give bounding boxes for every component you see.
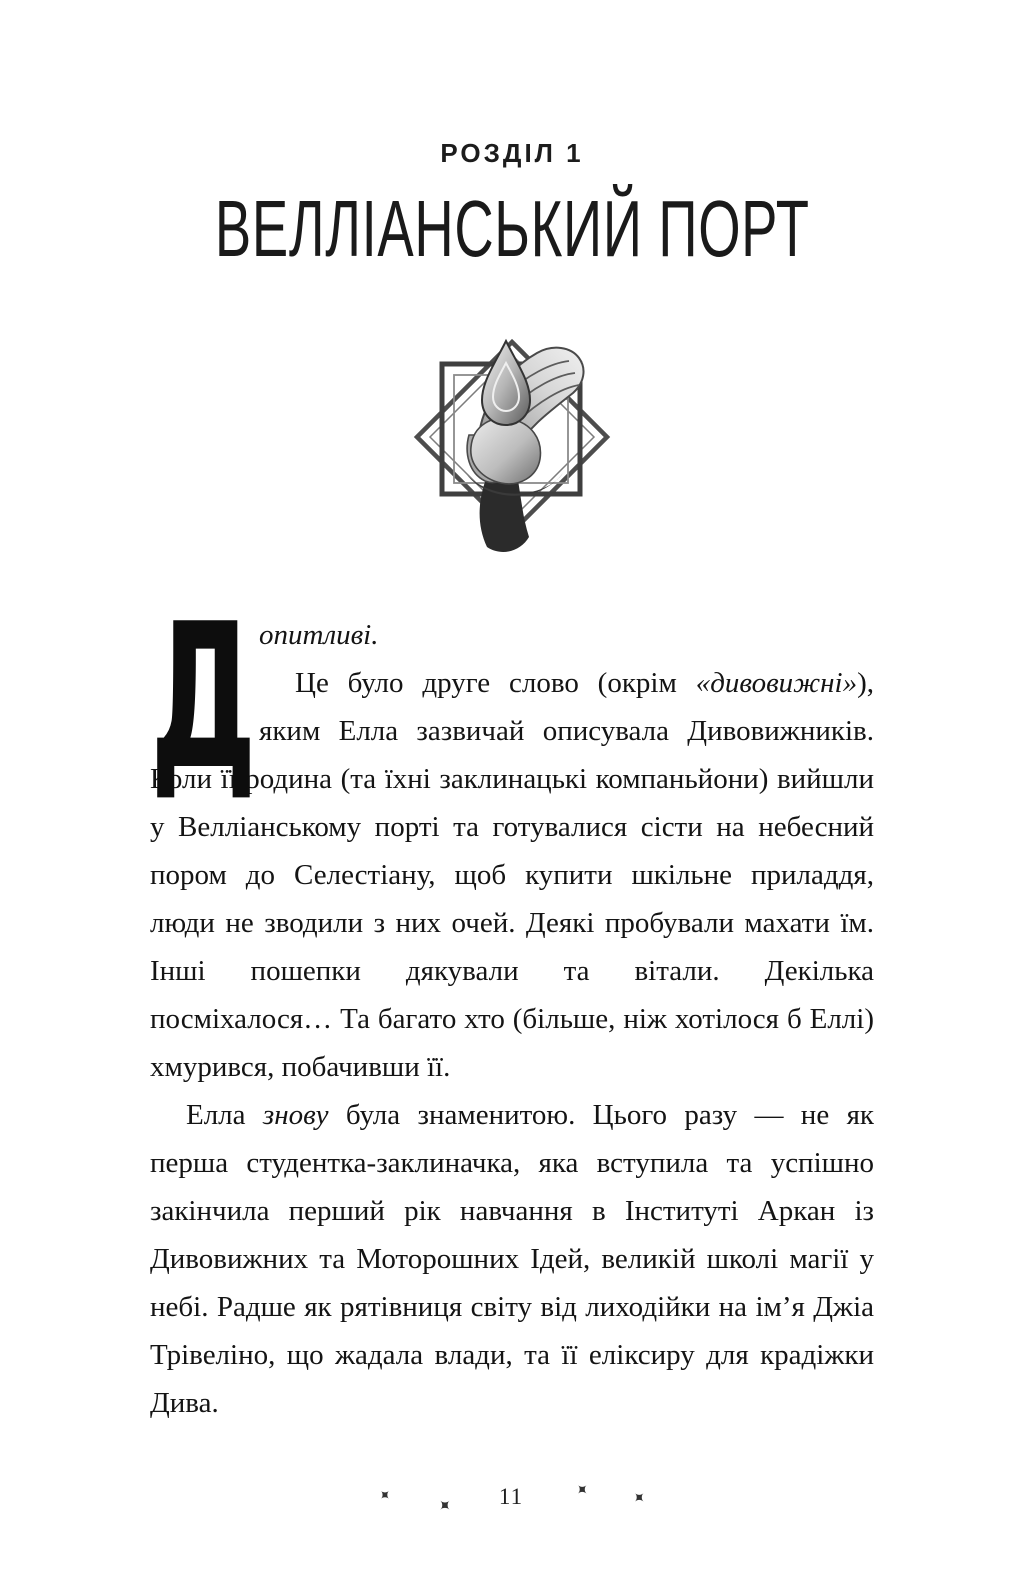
paragraph <box>150 1091 874 1427</box>
text-run: ), яким Елла зазвичай описувала Дивовижників. Коли її родина (та їхні заклинацькі компаньйони) вийшли у Велліанському порті та готувалися сісти на небесний пором до Селестіану, щоб купити шкільне приладдя, люди не зводили з них очей. Деякі пробували махати їм. Інші пошепки дякували та вітали. Декілька посміхалося… Та багато хто (більше, ніж хотілося б Еллі) хмурився, побачивши її. <box>150 667 874 1083</box>
four-point-star-icon: ✦ <box>570 1479 593 1502</box>
chapter-title: ВЕЛЛІАНСЬКИЙ ПОРТ <box>214 184 810 273</box>
opening-word: опитливі. <box>259 619 379 651</box>
page-number: 11 <box>498 1484 524 1509</box>
drop-cap: Д <box>150 581 257 814</box>
text-run: Це було друге слово (окрім <box>295 667 696 699</box>
chapter-title-wrap <box>0 183 1024 273</box>
four-point-star-icon: ✦ <box>432 1493 456 1518</box>
text-run: була знаменитою. Цього разу — не як перша студентка-заклиначка, яка вступила та успішно закінчила перший рік навчання в Інституті Аркан із Дивовижних та Моторошних Ідей, великій школі магії у небі. Радше як рятівниця світу від лиходійки на ім’я Джіа Трівеліно, що жадала влади, та її еліксиру для крадіжки Дива. <box>150 1099 874 1419</box>
text-run-italic: знову <box>262 1099 329 1131</box>
text-run-italic: «дивовижні» <box>695 667 858 699</box>
palm <box>471 418 541 484</box>
hand-with-droplet-ornament <box>409 325 615 561</box>
ornament-svg <box>409 325 615 561</box>
body-text <box>150 581 874 1427</box>
chapter-number: РОЗДІЛ 1 <box>440 138 584 168</box>
page-footer <box>0 1479 1024 1518</box>
four-point-star-icon: ✦ <box>628 1487 650 1510</box>
four-point-star-icon: ✦ <box>373 1485 395 1506</box>
text-run: Елла <box>186 1099 263 1131</box>
paragraph <box>150 659 874 1091</box>
